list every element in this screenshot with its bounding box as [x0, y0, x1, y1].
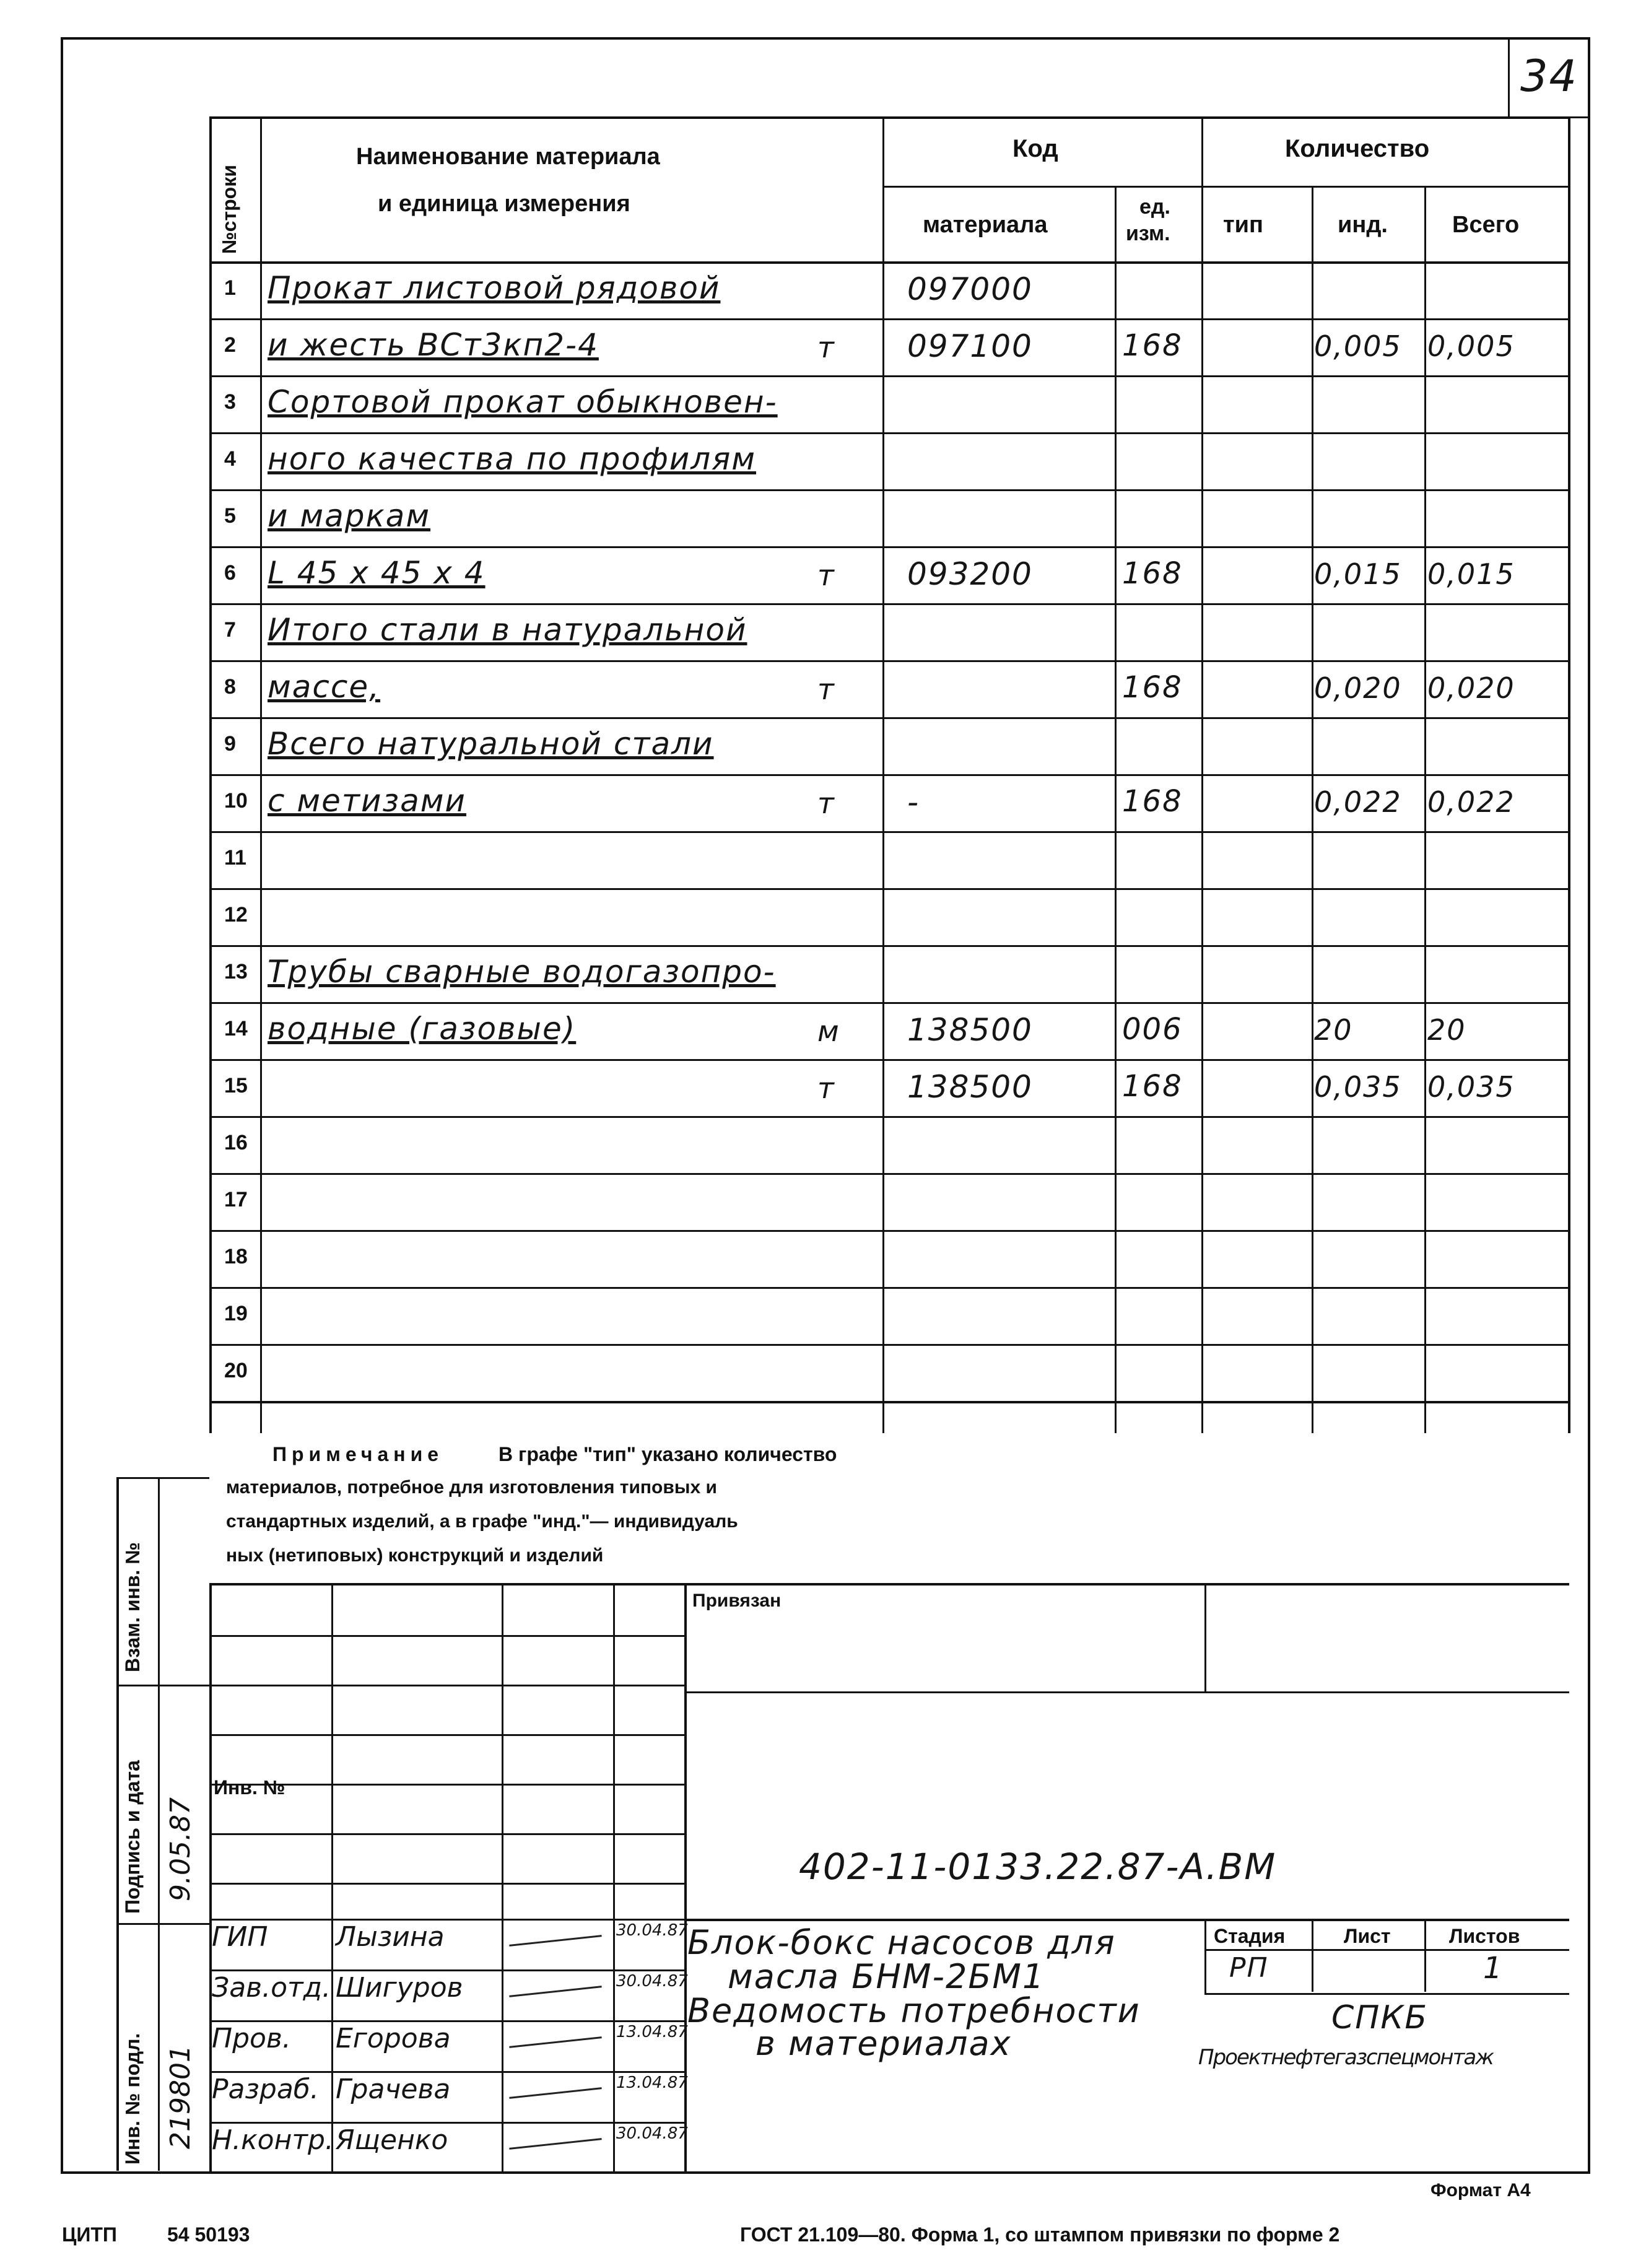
row-measure-unit: т [817, 787, 835, 820]
row-number: 13 [224, 960, 248, 984]
footer-number: 54 50193 [167, 2223, 250, 2246]
row-name: и маркам [268, 498, 431, 534]
signer-date: 13.04.87 [616, 2023, 688, 2041]
row-measure-unit: т [817, 673, 835, 706]
row-ind: 0,020 [1314, 671, 1402, 705]
header-code: Код [1012, 135, 1058, 162]
row-ind: 0,022 [1314, 785, 1402, 819]
listov-value: 1 [1483, 1951, 1504, 1986]
row-number: 7 [224, 618, 236, 642]
row-total: 0,035 [1427, 1070, 1515, 1104]
row-number: 6 [224, 561, 236, 585]
signer-date: 30.04.87 [616, 1972, 688, 1991]
row-code: 138500 [907, 1069, 1033, 1105]
header-ind: инд. [1338, 212, 1388, 238]
row-unit-code: 168 [1122, 328, 1183, 363]
title-line4: в материалах [756, 2024, 1012, 2063]
listov-label: Листов [1449, 1925, 1520, 1947]
row-number: 15 [224, 1074, 248, 1097]
signer-role: ГИП [212, 1921, 268, 1953]
row-total: 0,022 [1427, 785, 1515, 819]
note-line3: стандартных изделий, а в графе "инд."— индивидуаль [226, 1511, 738, 1532]
page-number: 34 [1520, 51, 1579, 102]
row-total: 0,020 [1427, 671, 1515, 705]
org-line2: Проектнефтегазспецмонтаж [1198, 2045, 1493, 2070]
row-total: 20 [1427, 1013, 1466, 1047]
title-line1: Блок-бокс насосов для [687, 1923, 1116, 1962]
signer-role: Разраб. [212, 2074, 319, 2105]
row-name: Всего натуральной стали [268, 726, 714, 762]
row-number: 11 [224, 846, 246, 870]
signer-role: Н.контр. [212, 2124, 334, 2156]
inv-no-label: Инв. № [214, 1776, 285, 1799]
row-ind: 0,035 [1314, 1070, 1402, 1104]
row-number: 10 [224, 789, 248, 813]
header-name-line2: и единица измерения [378, 191, 630, 217]
row-name: ного качества по профилям [268, 441, 756, 477]
row-total: 0,015 [1427, 557, 1515, 591]
row-ind: 0,015 [1314, 557, 1402, 591]
side-podpis: Подпись и дата [121, 1760, 144, 1914]
row-unit-code: 006 [1122, 1012, 1183, 1047]
header-type: тип [1223, 212, 1263, 238]
org-line1: СПКБ [1331, 1999, 1429, 2036]
row-number: 17 [224, 1188, 248, 1211]
side-vzam: Взам. инв. № [121, 1542, 144, 1672]
row-number: 20 [224, 1359, 248, 1382]
side-inv-podl: Инв. № подл. [121, 2033, 144, 2165]
document-code: 402-11-0133.22.87-А.ВМ [799, 1846, 1277, 1888]
row-number: 5 [224, 504, 236, 528]
row-name: Сортовой прокат обыкновен- [268, 384, 778, 420]
header-name-line1: Наименование материала [356, 144, 660, 170]
signer-role: Зав.отд. [212, 1972, 331, 2004]
row-unit-code: 168 [1122, 1069, 1183, 1104]
row-name: Трубы сварные водогазопро- [268, 954, 776, 990]
row-number: 12 [224, 903, 248, 927]
row-measure-unit: м [817, 1014, 840, 1048]
row-number: 2 [224, 333, 236, 357]
side-podpis-value: 9.05.87 [165, 1797, 196, 1901]
row-number: 8 [224, 675, 236, 699]
signer-name: Грачева [336, 2074, 451, 2105]
row-unit-code: 168 [1122, 556, 1183, 591]
row-measure-unit: т [817, 331, 835, 364]
note-line1: В графе "тип" указано количество [499, 1443, 837, 1465]
row-measure-unit: т [817, 1071, 835, 1105]
header-unit-2: изм. [1126, 222, 1170, 245]
row-unit-code: 168 [1122, 784, 1183, 819]
row-code: 097000 [907, 271, 1033, 307]
header-material: материала [923, 212, 1048, 238]
signer-name: Шигуров [336, 1972, 463, 2004]
row-number: 9 [224, 732, 236, 756]
title-line3: Ведомость потребности [687, 1991, 1141, 2030]
footer-gost: ГОСТ 21.109—80. Форма 1, со штампом привязки по форме 2 [740, 2223, 1340, 2246]
row-name: с метизами [268, 783, 466, 819]
signer-name: Лызина [336, 1921, 445, 1953]
note-label: Примечание [272, 1443, 444, 1465]
side-inv-podl-value: 219801 [165, 2045, 196, 2149]
stadiya-value: РП [1229, 1952, 1269, 1984]
header-unit-1: ед. [1139, 195, 1170, 219]
row-name: массе, [268, 669, 380, 705]
row-ind: 0,005 [1314, 329, 1402, 363]
footer-format: Формат А4 [1430, 2180, 1531, 2200]
row-number: 18 [224, 1245, 248, 1268]
row-unit-code: 168 [1122, 670, 1183, 705]
row-name: и жесть ВСт3кп2-4 [268, 327, 599, 363]
row-measure-unit: т [817, 559, 835, 592]
row-number: 14 [224, 1017, 248, 1040]
signer-name: Ященко [336, 2124, 448, 2156]
row-number: 4 [224, 447, 236, 471]
footer-left: ЦИТП [62, 2223, 117, 2246]
row-number: 1 [224, 276, 236, 300]
row-ind: 20 [1314, 1013, 1353, 1047]
row-number: 16 [224, 1131, 248, 1154]
row-name: водные (газовые) [268, 1011, 577, 1047]
row-code: 138500 [907, 1012, 1033, 1048]
row-code: 093200 [907, 556, 1033, 592]
signer-date: 13.04.87 [616, 2074, 688, 2092]
row-name: L 45 x 45 x 4 [268, 555, 486, 591]
list-label: Лист [1344, 1925, 1391, 1947]
signer-date: 30.04.87 [616, 2124, 688, 2143]
signer-date: 30.04.87 [616, 1921, 688, 1940]
row-code: 097100 [907, 328, 1033, 364]
row-number: 19 [224, 1302, 248, 1325]
stadiya-label: Стадия [1214, 1925, 1286, 1947]
row-name: Итого стали в натуральной [268, 612, 747, 648]
header-quantity: Количество [1285, 135, 1430, 162]
signer-name: Егорова [336, 2023, 451, 2054]
privyazan-label: Привязан [692, 1590, 782, 1611]
note-line2: материалов, потребное для изготовления типовых и [226, 1477, 717, 1498]
row-number: 3 [224, 390, 236, 414]
header-total: Всего [1452, 212, 1520, 238]
note-line4: ных (нетиповых) конструкций и изделий [226, 1545, 604, 1566]
row-name: Прокат листовой рядовой [268, 270, 721, 306]
row-total: 0,005 [1427, 329, 1515, 363]
signer-role: Пров. [212, 2023, 291, 2054]
row-code: - [907, 784, 920, 820]
header-row-no: №строки [218, 165, 240, 254]
title-line2: масла БНМ-2БМ1 [728, 1957, 1045, 1996]
